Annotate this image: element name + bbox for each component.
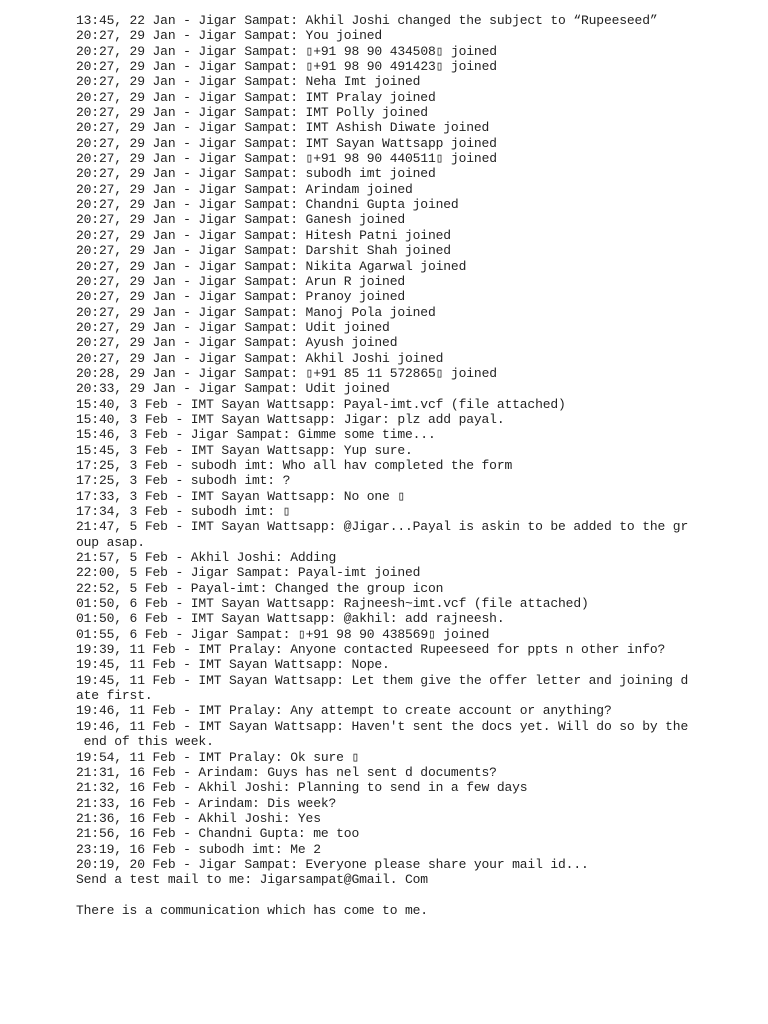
chat-line: 19:54, 11 Feb - IMT Pralay: Ok sure ▯ bbox=[76, 749, 360, 765]
chat-line: 23:19, 16 Feb - subodh imt: Me 2 bbox=[76, 841, 321, 857]
chat-line: 20:27, 29 Jan - Jigar Sampat: IMT Polly joined bbox=[76, 105, 428, 121]
chat-line: 20:27, 29 Jan - Jigar Sampat: IMT Sayan Wattsapp joined bbox=[76, 135, 497, 151]
chat-line: 20:27, 29 Jan - Jigar Sampat: IMT Ashish Diwate joined bbox=[76, 120, 490, 136]
chat-line-continuation: ate first. bbox=[76, 688, 153, 704]
chat-line: 21:56, 16 Feb - Chandni Gupta: me too bbox=[76, 826, 360, 842]
chat-line: 20:33, 29 Jan - Jigar Sampat: Udit joined bbox=[76, 381, 390, 397]
chat-line: 21:36, 16 Feb - Akhil Joshi: Yes bbox=[76, 810, 321, 826]
chat-line: 15:40, 3 Feb - IMT Sayan Wattsapp: Jigar: plz add payal. bbox=[76, 411, 505, 427]
chat-line: 17:25, 3 Feb - subodh imt: ? bbox=[76, 473, 291, 489]
chat-line: 20:19, 20 Feb - Jigar Sampat: Everyone please share your mail id... bbox=[76, 856, 589, 872]
chat-line: 20:27, 29 Jan - Jigar Sampat: Udit joined bbox=[76, 319, 390, 335]
blank-line bbox=[76, 888, 676, 903]
chat-line: 20:27, 29 Jan - Jigar Sampat: Manoj Pola joined bbox=[76, 304, 436, 320]
chat-line: There is a communication which has come to me. bbox=[76, 902, 428, 918]
chat-line: 17:34, 3 Feb - subodh imt: ▯ bbox=[76, 504, 291, 519]
chat-line-continuation: oup asap. bbox=[76, 534, 145, 550]
chat-line: 01:50, 6 Feb - IMT Sayan Wattsapp: Rajneesh~imt.vcf (file attached) bbox=[76, 596, 589, 612]
chat-line-continuation: end of this week. bbox=[76, 734, 214, 750]
chat-line: 20:27, 29 Jan - Jigar Sampat: ▯+91 98 90 440511▯ joined bbox=[76, 151, 497, 167]
chat-line: 20:27, 29 Jan - Jigar Sampat: Darshit Shah joined bbox=[76, 243, 451, 259]
chat-line: 19:45, 11 Feb - IMT Sayan Wattsapp: Let them give the offer letter and joining d bbox=[76, 672, 689, 688]
chat-line: 01:50, 6 Feb - IMT Sayan Wattsapp: @akhil: add rajneesh. bbox=[76, 611, 505, 627]
chat-line: 15:46, 3 Feb - Jigar Sampat: Gimme some time... bbox=[76, 427, 436, 443]
chat-line: 01:55, 6 Feb - Jigar Sampat: ▯+91 98 90 438569▯ joined bbox=[76, 626, 490, 642]
chat-line: 20:27, 29 Jan - Jigar Sampat: ▯+91 98 90 491423▯ joined bbox=[76, 59, 497, 75]
chat-line: 21:57, 5 Feb - Akhil Joshi: Adding bbox=[76, 550, 337, 566]
chat-line: 20:27, 29 Jan - Jigar Sampat: Akhil Joshi joined bbox=[76, 350, 444, 366]
chat-line: 20:27, 29 Jan - Jigar Sampat: Nikita Agarwal joined bbox=[76, 258, 467, 274]
chat-line: 19:46, 11 Feb - IMT Sayan Wattsapp: Haven't sent the docs yet. Will do so by the bbox=[76, 718, 689, 734]
chat-line: 13:45, 22 Jan - Jigar Sampat: Akhil Joshi changed the subject to “Rupeeseed” bbox=[76, 13, 658, 28]
chat-line: 21:32, 16 Feb - Akhil Joshi: Planning to send in a few days bbox=[76, 780, 528, 796]
chat-line: 20:27, 29 Jan - Jigar Sampat: ▯+91 98 90 434508▯ joined bbox=[76, 43, 497, 59]
chat-line: 20:27, 29 Jan - Jigar Sampat: Arun R joined bbox=[76, 273, 406, 289]
chat-line: 19:39, 11 Feb - IMT Pralay: Anyone contacted Rupeeseed for ppts n other info? bbox=[76, 642, 666, 658]
chat-line: 20:27, 29 Jan - Jigar Sampat: Chandni Gupta joined bbox=[76, 197, 459, 213]
chat-line: 20:27, 29 Jan - Jigar Sampat: Hitesh Patni joined bbox=[76, 227, 451, 243]
chat-line: 20:27, 29 Jan - Jigar Sampat: You joined bbox=[76, 28, 383, 44]
chat-line: 19:46, 11 Feb - IMT Pralay: Any attempt to create account or anything? bbox=[76, 703, 612, 719]
chat-line: 19:45, 11 Feb - IMT Sayan Wattsapp: Nope. bbox=[76, 657, 390, 673]
chat-line: 20:27, 29 Jan - Jigar Sampat: Arindam joined bbox=[76, 181, 413, 197]
chat-line: 20:27, 29 Jan - Jigar Sampat: subodh imt joined bbox=[76, 166, 436, 182]
chat-line: 15:45, 3 Feb - IMT Sayan Wattsapp: Yup sure. bbox=[76, 442, 413, 458]
chat-line: 21:47, 5 Feb - IMT Sayan Wattsapp: @Jigar...Payal is askin to be added to the gr bbox=[76, 519, 689, 535]
chat-line: 17:33, 3 Feb - IMT Sayan Wattsapp: No one ▯ bbox=[76, 488, 406, 504]
chat-line: 17:25, 3 Feb - subodh imt: Who all hav completed the form bbox=[76, 457, 513, 473]
chat-line: 21:31, 16 Feb - Arindam: Guys has nel sent d documents? bbox=[76, 764, 497, 780]
chat-log-document bbox=[76, 13, 689, 918]
chat-line: 20:27, 29 Jan - Jigar Sampat: Ganesh joined bbox=[76, 212, 406, 228]
chat-line: 22:52, 5 Feb - Payal-imt: Changed the group icon bbox=[76, 580, 444, 596]
chat-line: 22:00, 5 Feb - Jigar Sampat: Payal-imt joined bbox=[76, 565, 421, 581]
chat-line: 20:28, 29 Jan - Jigar Sampat: ▯+91 85 11 572865▯ joined bbox=[76, 365, 497, 381]
chat-line-continuation: Send a test mail to me: Jigarsampat@Gmail. Com bbox=[76, 872, 428, 888]
chat-line: 21:33, 16 Feb - Arindam: Dis week? bbox=[76, 795, 337, 811]
chat-line: 20:27, 29 Jan - Jigar Sampat: Ayush joined bbox=[76, 335, 398, 351]
chat-line: 20:27, 29 Jan - Jigar Sampat: IMT Pralay joined bbox=[76, 89, 436, 105]
chat-line: 20:27, 29 Jan - Jigar Sampat: Neha Imt joined bbox=[76, 74, 421, 90]
chat-line: 15:40, 3 Feb - IMT Sayan Wattsapp: Payal-imt.vcf (file attached) bbox=[76, 396, 566, 412]
chat-line: 20:27, 29 Jan - Jigar Sampat: Pranoy joined bbox=[76, 289, 406, 305]
